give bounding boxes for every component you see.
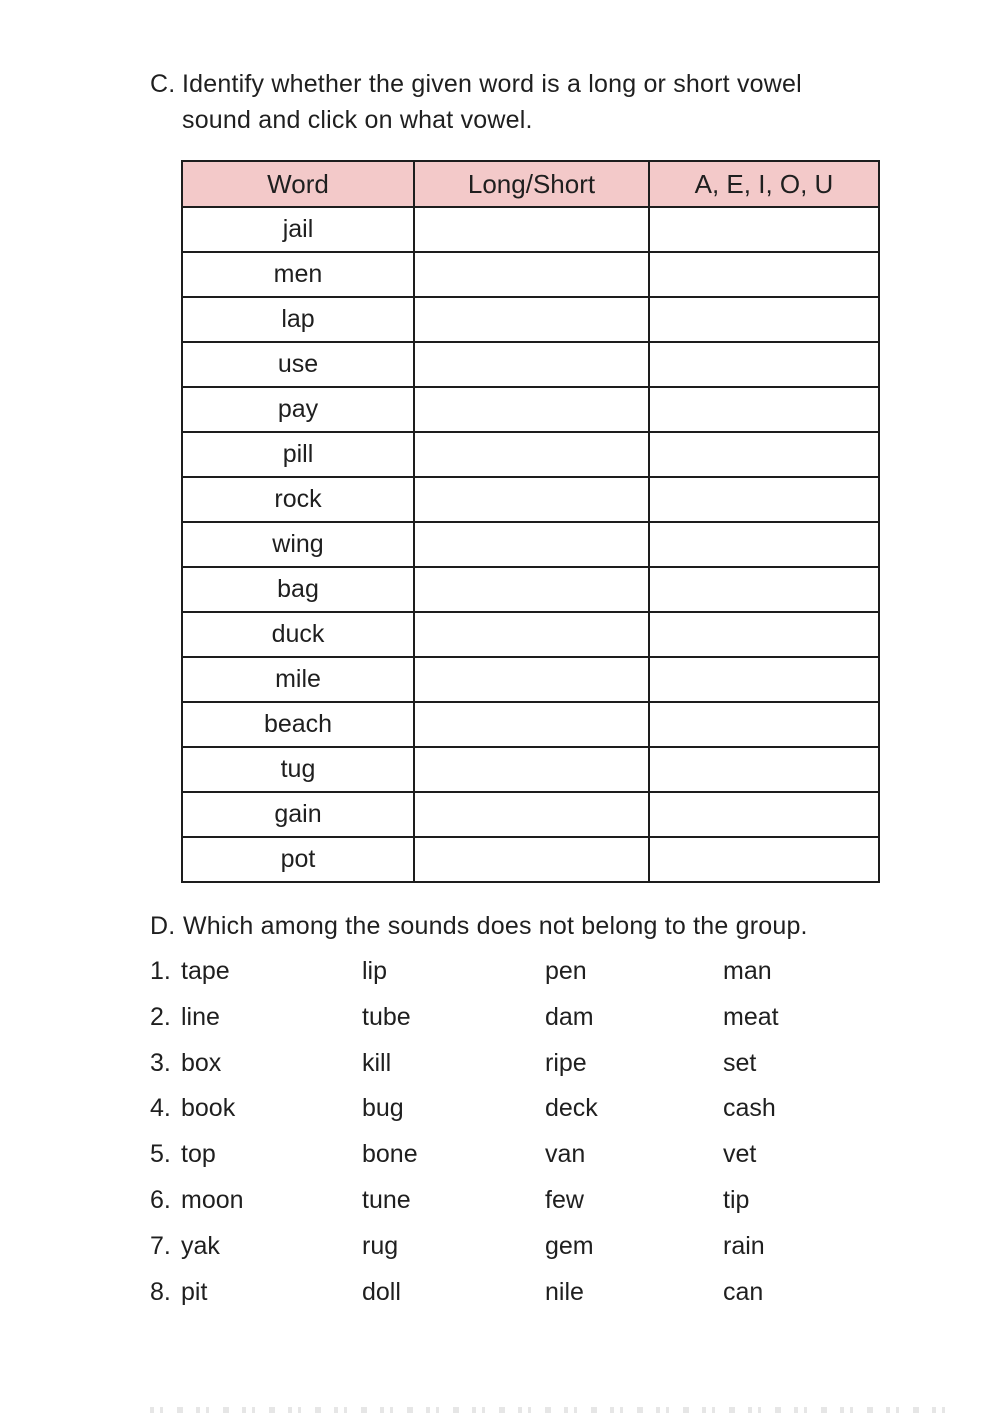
- vowel-table: [181, 160, 880, 883]
- column-header-word: Word: [182, 161, 414, 207]
- long-short-cell[interactable]: [414, 702, 649, 747]
- vowel-cell[interactable]: [649, 387, 879, 432]
- table-row: [182, 477, 879, 522]
- word-option[interactable]: book: [181, 1094, 236, 1123]
- word-option[interactable]: gem: [545, 1231, 594, 1260]
- word-option[interactable]: cash: [723, 1094, 776, 1123]
- table-row: [182, 297, 879, 342]
- list-item: [150, 951, 930, 997]
- odd-one-out-list: [150, 951, 930, 1317]
- word-option[interactable]: meat: [723, 1002, 779, 1031]
- word-option[interactable]: can: [723, 1277, 764, 1306]
- vowel-cell[interactable]: [649, 657, 879, 702]
- vowel-cell[interactable]: [649, 522, 879, 567]
- table-row: [182, 252, 879, 297]
- word-option[interactable]: man: [723, 957, 772, 985]
- long-short-cell[interactable]: [414, 837, 649, 882]
- vowel-cell[interactable]: [649, 702, 879, 747]
- word-cell: use: [182, 342, 414, 387]
- word-option[interactable]: vet: [723, 1140, 757, 1169]
- list-item: [150, 1272, 930, 1318]
- vowel-cell[interactable]: [649, 792, 879, 837]
- table-row: [182, 387, 879, 432]
- word-cell: duck: [182, 612, 414, 657]
- list-item: [150, 1134, 930, 1180]
- long-short-cell[interactable]: [414, 207, 649, 252]
- word-option[interactable]: rug: [362, 1231, 399, 1260]
- list-item: [150, 1088, 930, 1134]
- vowel-cell[interactable]: [649, 432, 879, 477]
- long-short-cell[interactable]: [414, 297, 649, 342]
- column-header-vowels: A, E, I, O, U: [649, 161, 879, 207]
- table-row: [182, 792, 879, 837]
- long-short-cell[interactable]: [414, 387, 649, 432]
- table-row: [182, 522, 879, 567]
- section-c-instruction-line2: sound and click on what vowel.: [182, 106, 533, 134]
- vowel-cell[interactable]: [649, 612, 879, 657]
- table-row: [182, 342, 879, 387]
- word-option[interactable]: few: [545, 1185, 584, 1214]
- word-option[interactable]: pen: [545, 957, 587, 985]
- word-cell: jail: [182, 207, 414, 252]
- table-row: [182, 657, 879, 702]
- word-option[interactable]: lip: [362, 957, 388, 985]
- long-short-cell[interactable]: [414, 567, 649, 612]
- section-c-instruction-line1: Identify whether the given word is a long or short vowel: [182, 70, 802, 98]
- vowel-cell[interactable]: [649, 837, 879, 882]
- vowel-cell[interactable]: [649, 342, 879, 387]
- word-cell: pill: [182, 432, 414, 477]
- item-number: 7.: [150, 1231, 171, 1260]
- section-c-instruction: [182, 66, 910, 138]
- word-cell: mile: [182, 657, 414, 702]
- table-row: [182, 702, 879, 747]
- word-option[interactable]: bone: [362, 1140, 418, 1169]
- long-short-cell[interactable]: [414, 792, 649, 837]
- section-d-label: D.: [150, 912, 176, 940]
- long-short-cell[interactable]: [414, 657, 649, 702]
- word-cell: tug: [182, 747, 414, 792]
- word-cell: men: [182, 252, 414, 297]
- word-cell: bag: [182, 567, 414, 612]
- list-item: [150, 1226, 930, 1272]
- list-item: [150, 1180, 930, 1226]
- section-c-heading: [150, 66, 910, 138]
- item-number: 1.: [150, 957, 171, 985]
- item-number: 6.: [150, 1185, 171, 1214]
- long-short-cell[interactable]: [414, 477, 649, 522]
- word-cell: lap: [182, 297, 414, 342]
- long-short-cell[interactable]: [414, 522, 649, 567]
- word-cell: wing: [182, 522, 414, 567]
- vowel-cell[interactable]: [649, 297, 879, 342]
- word-option[interactable]: tune: [362, 1185, 411, 1214]
- table-row: [182, 207, 879, 252]
- word-option[interactable]: line: [181, 1002, 220, 1031]
- word-option[interactable]: pit: [181, 1277, 208, 1306]
- long-short-cell[interactable]: [414, 432, 649, 477]
- word-cell: pot: [182, 837, 414, 882]
- word-cell: beach: [182, 702, 414, 747]
- word-option[interactable]: van: [545, 1140, 586, 1169]
- cut-off-next-line: [150, 1407, 950, 1413]
- item-number: 4.: [150, 1094, 171, 1123]
- long-short-cell[interactable]: [414, 342, 649, 387]
- list-item: [150, 997, 930, 1043]
- word-cell: pay: [182, 387, 414, 432]
- table-row: [182, 567, 879, 612]
- word-option[interactable]: set: [723, 1048, 757, 1077]
- item-number: 5.: [150, 1140, 171, 1169]
- section-d-instruction: Which among the sounds does not belong to the group.: [183, 912, 808, 940]
- word-option[interactable]: moon: [181, 1185, 244, 1214]
- long-short-cell[interactable]: [414, 252, 649, 297]
- item-number: 3.: [150, 1048, 171, 1077]
- vowel-cell[interactable]: [649, 207, 879, 252]
- column-header-long-short: Long/Short: [414, 161, 649, 207]
- list-item: [150, 1043, 930, 1089]
- section-d-heading: [150, 908, 950, 944]
- word-option[interactable]: ripe: [545, 1048, 587, 1077]
- word-option[interactable]: top: [181, 1140, 216, 1169]
- word-option[interactable]: tip: [723, 1185, 750, 1214]
- table-row: [182, 837, 879, 882]
- long-short-cell[interactable]: [414, 747, 649, 792]
- word-option[interactable]: bug: [362, 1094, 404, 1123]
- item-number: 8.: [150, 1277, 171, 1306]
- section-c-label: C.: [150, 70, 176, 98]
- word-option[interactable]: nile: [545, 1277, 584, 1306]
- word-cell: gain: [182, 792, 414, 837]
- word-option[interactable]: doll: [362, 1277, 401, 1306]
- table-row: [182, 432, 879, 477]
- word-cell: rock: [182, 477, 414, 522]
- long-short-cell[interactable]: [414, 612, 649, 657]
- word-option[interactable]: deck: [545, 1094, 598, 1123]
- word-option[interactable]: tape: [181, 957, 230, 985]
- word-option[interactable]: yak: [181, 1231, 220, 1260]
- vowel-cell[interactable]: [649, 477, 879, 522]
- word-option[interactable]: tube: [362, 1002, 411, 1031]
- word-option[interactable]: rain: [723, 1231, 765, 1260]
- vowel-cell[interactable]: [649, 567, 879, 612]
- word-option[interactable]: box: [181, 1048, 222, 1077]
- table-row: [182, 612, 879, 657]
- word-option[interactable]: dam: [545, 1002, 594, 1031]
- vowel-cell[interactable]: [649, 747, 879, 792]
- vowel-cell[interactable]: [649, 252, 879, 297]
- table-row: [182, 747, 879, 792]
- table-header-row: [182, 161, 879, 207]
- item-number: 2.: [150, 1002, 171, 1031]
- word-option[interactable]: kill: [362, 1048, 392, 1077]
